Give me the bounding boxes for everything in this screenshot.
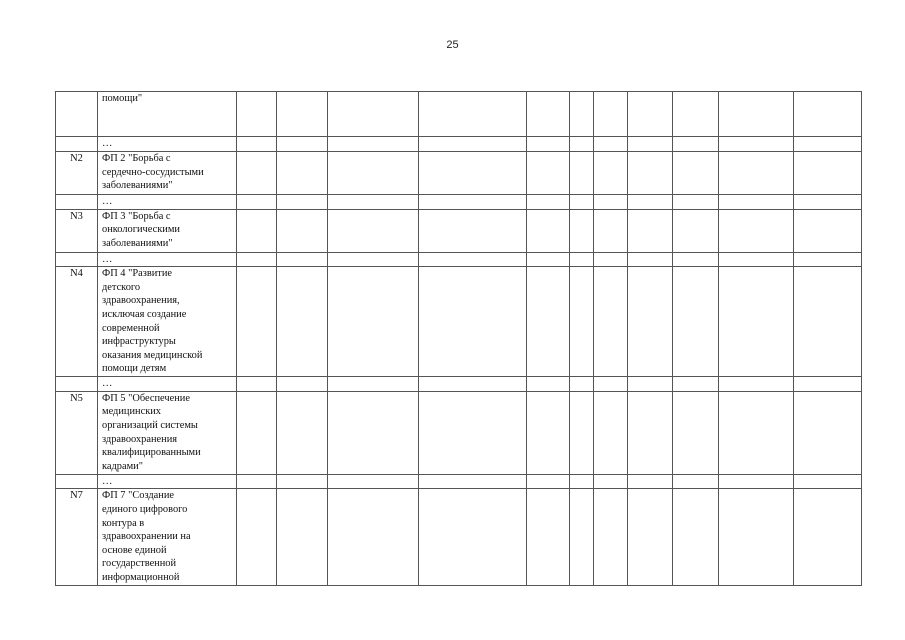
data-cell	[719, 267, 794, 377]
data-cell	[527, 92, 570, 137]
data-cell	[673, 391, 719, 474]
data-cell	[594, 137, 628, 152]
data-cell	[673, 209, 719, 252]
data-cell	[594, 252, 628, 267]
data-cell	[594, 195, 628, 210]
row-number	[56, 377, 98, 392]
data-cell	[794, 195, 862, 210]
data-cell	[570, 391, 594, 474]
data-cell	[794, 252, 862, 267]
data-cell	[673, 489, 719, 586]
data-cell	[527, 489, 570, 586]
data-cell	[570, 489, 594, 586]
data-cell	[527, 474, 570, 489]
data-cell	[419, 267, 527, 377]
data-cell	[328, 391, 419, 474]
data-cell	[719, 252, 794, 267]
data-cell	[419, 252, 527, 267]
data-cell	[328, 195, 419, 210]
table-row	[56, 474, 862, 489]
table-row	[56, 489, 862, 586]
data-cell	[277, 377, 328, 392]
data-cell	[673, 137, 719, 152]
data-cell	[673, 377, 719, 392]
data-cell	[628, 137, 673, 152]
project-name: ФП 7 "Создание единого цифрового контура в здравоохранении на основе единой государственной информационной	[98, 489, 237, 586]
data-cell	[719, 92, 794, 137]
data-cell	[237, 267, 277, 377]
data-cell	[719, 137, 794, 152]
data-cell	[719, 195, 794, 210]
data-cell	[419, 377, 527, 392]
project-name: ФП 4 "Развитие детского здравоохранения, исключая создание современной инфраструктуры оказания медицинской помощи детям	[98, 267, 237, 377]
table-row	[56, 391, 862, 474]
data-cell	[419, 195, 527, 210]
row-number: N3	[56, 209, 98, 252]
data-cell	[794, 474, 862, 489]
data-cell	[237, 489, 277, 586]
data-cell	[594, 267, 628, 377]
data-cell	[719, 377, 794, 392]
data-cell	[237, 252, 277, 267]
data-cell	[527, 377, 570, 392]
data-cell	[328, 377, 419, 392]
data-cell	[570, 92, 594, 137]
data-cell	[794, 209, 862, 252]
data-cell	[527, 195, 570, 210]
row-number: N4	[56, 267, 98, 377]
data-cell	[628, 391, 673, 474]
ellipsis-cell: …	[98, 137, 237, 152]
data-cell	[794, 377, 862, 392]
data-cell	[419, 92, 527, 137]
project-name: ФП 2 "Борьба с сердечно-сосудистыми заболеваниями"	[98, 152, 237, 195]
data-cell	[419, 474, 527, 489]
data-cell	[237, 391, 277, 474]
program-table	[55, 91, 862, 586]
data-cell	[277, 474, 328, 489]
data-cell	[237, 195, 277, 210]
data-cell	[277, 267, 328, 377]
data-cell	[328, 152, 419, 195]
row-number	[56, 252, 98, 267]
data-cell	[673, 152, 719, 195]
data-cell	[794, 152, 862, 195]
ellipsis-cell: …	[98, 474, 237, 489]
data-cell	[719, 152, 794, 195]
row-number	[56, 195, 98, 210]
data-cell	[237, 377, 277, 392]
data-cell	[527, 252, 570, 267]
table-row	[56, 377, 862, 392]
data-cell	[794, 137, 862, 152]
data-cell	[419, 137, 527, 152]
data-cell	[628, 152, 673, 195]
data-cell	[628, 474, 673, 489]
data-cell	[328, 137, 419, 152]
data-cell	[594, 209, 628, 252]
data-cell	[277, 252, 328, 267]
data-cell	[419, 391, 527, 474]
data-cell	[570, 152, 594, 195]
data-cell	[277, 209, 328, 252]
data-cell	[673, 92, 719, 137]
data-cell	[594, 474, 628, 489]
data-cell	[237, 152, 277, 195]
data-cell	[570, 252, 594, 267]
data-cell	[628, 92, 673, 137]
data-cell	[628, 209, 673, 252]
project-name: ФП 5 "Обеспечение медицинских организаций системы здравоохранения квалифицированными кадрами"	[98, 391, 237, 474]
row-number	[56, 474, 98, 489]
ellipsis-cell: …	[98, 252, 237, 267]
data-cell	[277, 92, 328, 137]
data-cell	[594, 391, 628, 474]
data-cell	[719, 209, 794, 252]
data-cell	[719, 391, 794, 474]
data-cell	[628, 489, 673, 586]
data-cell	[277, 195, 328, 210]
row-number	[56, 137, 98, 152]
project-name: помощи"	[98, 92, 237, 137]
data-cell	[570, 195, 594, 210]
row-number: N7	[56, 489, 98, 586]
data-cell	[237, 474, 277, 489]
data-cell	[570, 209, 594, 252]
table-row	[56, 92, 862, 137]
data-cell	[419, 489, 527, 586]
table-row	[56, 137, 862, 152]
data-cell	[628, 195, 673, 210]
data-cell	[527, 391, 570, 474]
data-cell	[594, 152, 628, 195]
data-cell	[237, 92, 277, 137]
data-cell	[719, 474, 794, 489]
data-cell	[328, 489, 419, 586]
ellipsis-cell: …	[98, 377, 237, 392]
data-cell	[794, 92, 862, 137]
table-row	[56, 152, 862, 195]
data-cell	[628, 377, 673, 392]
data-cell	[673, 474, 719, 489]
data-cell	[419, 209, 527, 252]
data-cell	[794, 391, 862, 474]
data-cell	[527, 267, 570, 377]
data-cell	[328, 474, 419, 489]
table-row	[56, 267, 862, 377]
data-cell	[328, 92, 419, 137]
data-cell	[628, 252, 673, 267]
data-cell	[277, 152, 328, 195]
data-cell	[237, 137, 277, 152]
table-row	[56, 195, 862, 210]
data-cell	[570, 267, 594, 377]
data-cell	[527, 137, 570, 152]
table-row	[56, 209, 862, 252]
data-cell	[719, 489, 794, 586]
page-number: 25	[446, 39, 459, 51]
data-cell	[794, 267, 862, 377]
data-cell	[794, 489, 862, 586]
data-cell	[328, 252, 419, 267]
data-cell	[277, 137, 328, 152]
row-number: N5	[56, 391, 98, 474]
project-name: ФП 3 "Борьба с онкологическими заболеваниями"	[98, 209, 237, 252]
data-cell	[594, 92, 628, 137]
data-cell	[594, 377, 628, 392]
data-cell	[237, 209, 277, 252]
data-cell	[570, 137, 594, 152]
data-cell	[673, 267, 719, 377]
data-cell	[673, 252, 719, 267]
data-cell	[419, 152, 527, 195]
data-cell	[328, 209, 419, 252]
data-cell	[673, 195, 719, 210]
data-cell	[594, 489, 628, 586]
ellipsis-cell: …	[98, 195, 237, 210]
table-row	[56, 252, 862, 267]
data-cell	[628, 267, 673, 377]
row-number	[56, 92, 98, 137]
data-cell	[570, 377, 594, 392]
data-cell	[570, 474, 594, 489]
data-cell	[277, 489, 328, 586]
data-cell	[277, 391, 328, 474]
data-cell	[527, 209, 570, 252]
row-number: N2	[56, 152, 98, 195]
data-cell	[527, 152, 570, 195]
data-cell	[328, 267, 419, 377]
